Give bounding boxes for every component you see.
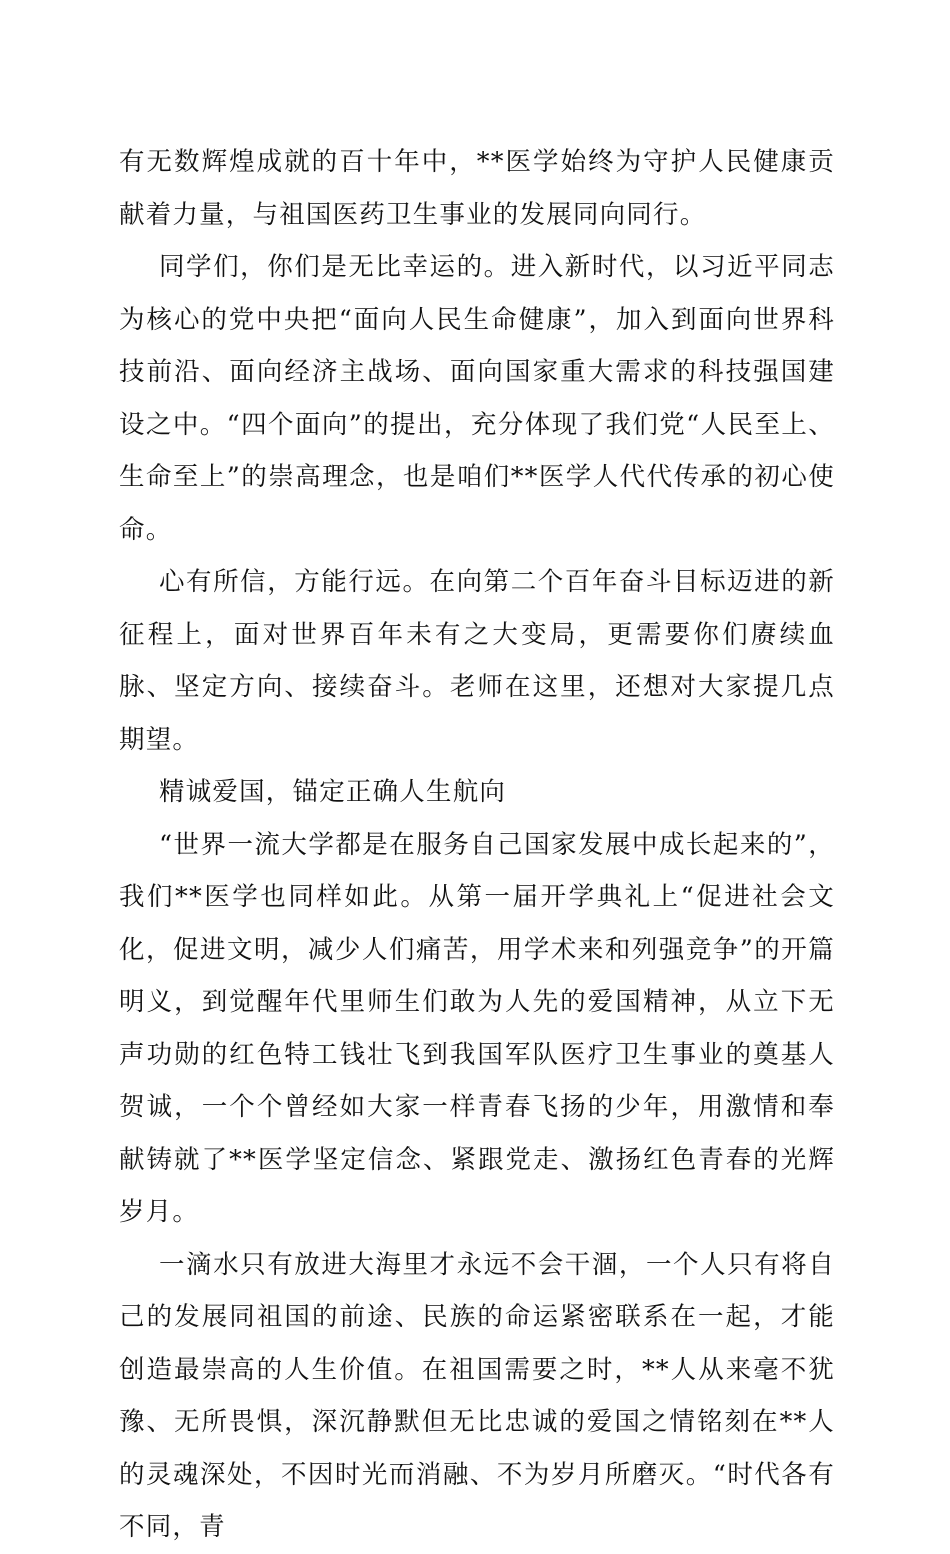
paragraph-continuation: 有无数辉煌成就的百十年中，**医学始终为守护人民健康贡献着力量，与祖国医药卫生事业的发展同向同行。 — [119, 147, 835, 230]
document-body — [119, 136, 835, 1554]
paragraph-world-class-university: “世界一流大学都是在服务自己国家发展中成长起来的”，我们**医学也同样如此。从第一届开学典礼上“促进社会文化，促进文明，减少人们痛苦，用学术来和列强竞争”的开篇明义，到觉醒年代里师生们敢为人先的爱国精神，从立下无声功勋的红色特工钱壮飞到我国军队医疗卫生事业的奠基人贺诚，一个个曾经如大家一样青春飞扬的少年，用激情和奉献铸就了**医学坚定信念、紧跟党走、激扬红色青春的光辉岁月。 — [119, 829, 835, 1227]
paragraph-students-fortunate: 同学们，你们是无比幸运的。进入新时代，以习近平同志为核心的党中央把“面向人民生命健康”，加入到面向世界科技前沿、面向经济主战场、面向国家重大需求的科技强国建设之中。“四个面向”的提出，充分体现了我们党“人民至上、生命至上”的崇高理念，也是咱们**医学人代代传承的初心使命。 — [119, 252, 835, 545]
section-heading-patriotism: 精诚爱国，锚定正确人生航向 — [159, 777, 507, 807]
paragraph-belief-and-journey: 心有所信，方能行远。在向第二个百年奋斗目标迈进的新征程上，面对世界百年未有之大变局，更需要你们赓续血脉、坚定方向、接续奋斗。老师在这里，还想对大家提几点期望。 — [119, 567, 835, 755]
paragraph-drop-of-water: 一滴水只有放进大海里才永远不会干涸，一个人只有将自己的发展同祖国的前途、民族的命运紧密联系在一起，才能创造最崇高的人生价值。在祖国需要之时，**人从来毫不犹豫、无所畏惧，深沉静默但无比忠诚的爱国之情铭刻在**人的灵魂深处，不因时光而消融、不为岁月所磨灭。“时代各有不同，青 — [119, 1249, 835, 1542]
